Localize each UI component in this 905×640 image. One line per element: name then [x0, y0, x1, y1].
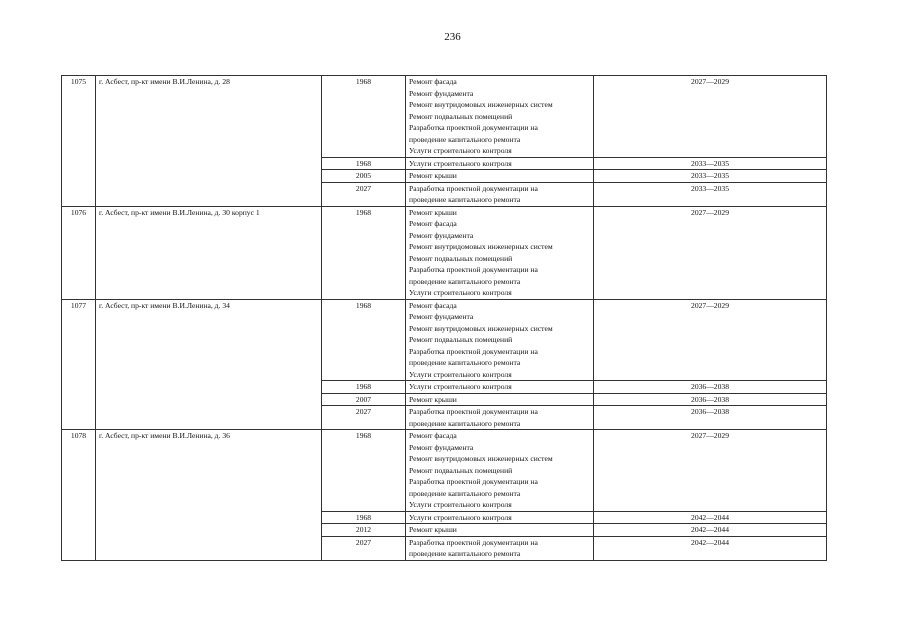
work-types [406, 157, 594, 170]
work-item: Ремонт подвальных помещений [409, 335, 513, 344]
work-item: Услуги строительного контроля [409, 158, 512, 168]
planned-period: 2033—2035 [594, 170, 827, 183]
work-item: Разработка проектной документации на [409, 123, 538, 132]
work-item: Услуги строительного контроля [409, 500, 512, 509]
planned-period: 2036—2038 [594, 393, 827, 406]
work-item: Услуги строительного контроля [409, 512, 512, 522]
work-item: Ремонт внутридомовых инженерных систем [409, 242, 553, 251]
work-item: Разработка проектной документации на [409, 537, 538, 547]
work-item: проведение капитального ремонта [409, 276, 521, 286]
planned-period: 2036—2038 [594, 381, 827, 394]
work-types [406, 170, 594, 183]
work-item: Ремонт фундамента [409, 312, 474, 321]
work-item: Ремонт фундамента [409, 230, 474, 240]
construction-year: 1968 [322, 76, 406, 158]
repair-schedule-table [61, 75, 827, 561]
construction-year: 1968 [322, 299, 406, 381]
planned-period: 2027—2029 [594, 299, 827, 381]
work-item: проведение капитального ремонта [409, 195, 521, 204]
planned-period: 2027—2029 [594, 76, 827, 158]
work-item: Ремонт фундамента [409, 442, 474, 452]
construction-year: 1968 [322, 206, 406, 299]
work-item: Ремонт внутридомовых инженерных систем [409, 323, 553, 333]
work-types [406, 406, 594, 430]
planned-period: 2027—2029 [594, 206, 827, 299]
work-types [406, 511, 594, 524]
planned-period: 2033—2035 [594, 157, 827, 170]
planned-period: 2042—2044 [594, 511, 827, 524]
work-item: Ремонт фасада [409, 77, 457, 86]
construction-year: 2027 [322, 182, 406, 206]
work-types [406, 430, 594, 512]
work-item: Разработка проектной документации на [409, 265, 538, 274]
work-types [406, 182, 594, 206]
work-types [406, 76, 594, 158]
construction-year: 2007 [322, 393, 406, 406]
entry-number: 1077 [62, 299, 96, 430]
work-item: проведение капитального ремонта [409, 418, 521, 428]
work-item: проведение капитального ремонта [409, 488, 521, 498]
entry-address: г. Асбест, пр-кт имени В.И.Ленина, д. 36 [96, 430, 322, 561]
entry-address: г. Асбест, пр-кт имени В.И.Ленина, д. 34 [96, 299, 322, 430]
work-types [406, 524, 594, 537]
work-item: Ремонт внутридомовых инженерных систем [409, 100, 553, 109]
work-types [406, 299, 594, 381]
planned-period: 2027—2029 [594, 430, 827, 512]
construction-year: 1968 [322, 430, 406, 512]
work-types [406, 206, 594, 299]
work-types [406, 536, 594, 560]
construction-year: 2027 [322, 536, 406, 560]
work-item: проведение капитального ремонта [409, 358, 521, 367]
construction-year: 2027 [322, 406, 406, 430]
work-item: Ремонт фасада [409, 219, 457, 228]
entry-number: 1075 [62, 76, 96, 207]
work-item: проведение капитального ремонта [409, 134, 521, 144]
work-item: Услуги строительного контроля [409, 146, 512, 155]
work-item: Разработка проектной документации на [409, 183, 538, 193]
table-row [62, 206, 827, 299]
work-item: Ремонт крыши [409, 171, 457, 180]
table-row [62, 76, 827, 158]
work-item: Ремонт внутридомовых инженерных систем [409, 454, 553, 463]
work-item: Ремонт крыши [409, 525, 457, 534]
construction-year: 1968 [322, 381, 406, 394]
work-item: Услуги строительного контроля [409, 382, 512, 391]
page-number: 236 [444, 31, 461, 43]
work-item: Ремонт подвальных помещений [409, 253, 513, 263]
planned-period: 2042—2044 [594, 524, 827, 537]
work-item: Услуги строительного контроля [409, 288, 512, 297]
work-types [406, 381, 594, 394]
construction-year: 2012 [322, 524, 406, 537]
entry-address: г. Асбест, пр-кт имени В.И.Ленина, д. 28 [96, 76, 322, 207]
entry-number: 1076 [62, 206, 96, 299]
planned-period: 2042—2044 [594, 536, 827, 560]
work-item: Разработка проектной документации на [409, 407, 538, 416]
construction-year: 1968 [322, 157, 406, 170]
work-item: Услуги строительного контроля [409, 369, 512, 379]
work-item: Ремонт фасада [409, 431, 457, 440]
work-item: Ремонт подвальных помещений [409, 111, 513, 121]
work-item: Ремонт крыши [409, 394, 457, 404]
planned-period: 2036—2038 [594, 406, 827, 430]
work-types [406, 393, 594, 406]
construction-year: 1968 [322, 511, 406, 524]
work-item: проведение капитального ремонта [409, 549, 521, 558]
work-item: Ремонт фундамента [409, 88, 474, 98]
entry-number: 1078 [62, 430, 96, 561]
entry-address: г. Асбест, пр-кт имени В.И.Ленина, д. 30 корпус 1 [96, 206, 322, 299]
work-item: Разработка проектной документации на [409, 346, 538, 356]
construction-year: 2005 [322, 170, 406, 183]
table-row [62, 430, 827, 512]
table-row [62, 299, 827, 381]
work-item: Ремонт крыши [409, 207, 457, 217]
work-item: Ремонт подвальных помещений [409, 465, 513, 475]
work-item: Ремонт фасада [409, 300, 457, 310]
work-item: Разработка проектной документации на [409, 477, 538, 486]
planned-period: 2033—2035 [594, 182, 827, 206]
